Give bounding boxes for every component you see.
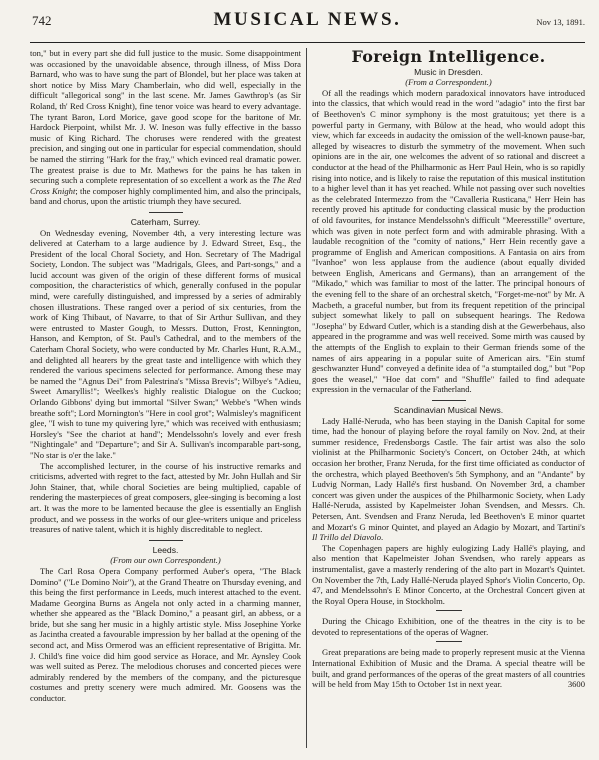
right-paragraph-2-end: . [381,532,384,543]
item-number: 3600 [567,679,585,690]
section-divider [436,641,462,642]
right-paragraph-1: Of all the readings which modern paradoxical innovators have introduced into the classics, that which would read in the word "adagio" into the first bar of Beethoven's C minor symphony is the most gratuitous; yet there is a powerful party in Germany, with Bülow at the head, who would adopt this view, which far exceeds in audacity the omission of the well-known pause-bar, alleged by wiseacres to disturb the symmetry of the movement. When such opinions are in the air, one welcomes the advent of so rational and discreet a conductor at the head of the Philharmonic as Herr Paul Hein, who is so rapidly rising into notice, and is likely to raise the reputation of this musical institution to a higher level than it has yet reached. While not passing over such novelties as the celebrated Intermezzo from the "Cavalleria Rusticana," Herr Hein has recently proved his aptitude for conducting classical music by the production of old favourites, for instance Mendelssohn's difficult "Meeresstille" overture, which was given in note perfect form and with admirable phrasing. With a laudable recognition of the "comity of nations," Herr Hein recently gave a programme of English and American compositions. A Fantasia on airs from "Ivanhoe" won less applause from the audience (about equally divided between English, Americans and Germans), than an arrangement of the "Mikado," which was familiar to most of the latter. The principal honours of the evening fell to the share of an orchestral sketch, "Forget-me-not" by Mr. A Macbeth, a graceful number, but from its frequent repetition of the principal subject somewhat likely to pall on subsequent hearings. The Redowa "Josepha" by Edward Cutler, which is a standing dish at the Gewerbehaus, also appeared in the programme and was well received. Some mirth was caused by the attempts of the English to explain to their German friends some of the names of airs appearing in a popular suite of American airs. "Ein stumf geschwanzter Hund" conveyed a definite idea of "a stumptailed dog," but "Pop goes the weasel," "Hoe dat corn" and "Shuffle" failed to find adequate expression in the vernacular of the Fatherland. [312,87,585,395]
right-paragraph-2 [312,416,585,543]
left-paragraph-2: On Wednesday evening, November 4th, a very interesting lecture was delivered at Caterham to a large audience by J. Edward Street, Esq., the President of the local Choral Society, and Hon. Secretary of The Madrigal Society, London. The subject was "Madrigals, Glees, and Part-songs," and a lucid account was given of the origin of these different forms of musical composition, the characteristics of which, generally confused in the popular mind, were carefully distinguished, and impressed by a series of admirably chosen illustrations. These ranged over a period of six centuries, from the work of King Thibaut, of Navarre, to that of Sir Arthur Sullivan, and they were entrusted to Master Gough, to Messrs. Dutton, Frost, Kennington, Hanson, and Kempton, of St. Paul's Cathedral, and to the members of the Caterham Choral Society, who were conducted by Mr. Charles Hunt, R.A.M., and delighted all hearers by the great taste and intelligence with which they rendered the various specimens selected for performance. Among these may be named the "Agnus Dei" from Palestrina's "Missa Brevis"; Wilbye's "Adieu, Sweet Amaryllis!"; Weelkes's highly realistic Dialogue on the Cuckoo; Orlando Gibbons' dying but immortal "Silver Swan;" Webbe's "When winds breathe soft"; Lord Mornington's "Here in cool grot"; Walmisley's magnificent glee, "I wish to tune my quivering lyre," which was received with enthusiasm; Horsley's "See the chariot at hand"; Mendelssohn's lovely and ever fresh "Nightingale" and "Departure"; and Sir A. Sullivan's incomparable part-song, "No star is o'er the lake." [30,227,301,460]
issue-date: Nov 13, 1891. [536,17,585,27]
right-paragraph-4: During the Chicago Exhibition, one of the theatres in the city is to be devoted to representations of the operas of Wagner. [312,616,585,637]
heading-caterham: Caterham, Surrey. [130,216,201,227]
journal-title: MUSICAL NEWS. [213,9,402,30]
section-divider [149,212,183,213]
right-paragraph-3: The Copenhagen papers are highly eulogizing Lady Hallé's playing, and also mention that Kapelmeister Johan Svendsen, who rarely appears as instrumentalist, gave a masterly rendering of the alto part in Mozart's Quintet. On November the 7th, Lady Hallé-Neruda played Sphor's Violin Concerto, Op. 47, and Mendelssohn's E Minor Concerto, at the Orchestral Concert given at the Royal Opera House, in Stockholm. [312,542,585,606]
right-paragraph-2-text: Lady Hallé-Neruda, who has been staying in the Danish Capital for some time, had the honour of playing before the royal family on Nov. 2nd, at their summer residence, Fredensborgs Castle. The fair artist was also the solo violinist at the Philharmonic Society's Concert, on October 24th, at which occasion her brother, Franz Neruda, for the first time officiated as conductor of the orchestra, which played Beethoven's 5th Symphony, and an "Andante" by Ludvig Norman, Lady Hallé's first husband. On November 3rd, a chamber concert was given under the auspices of the Philharmonic Society, when Lady Hallé-Neruda, assisted by Kapelmeister Johan Svendsen, and Messrs. Ch. Petersen, Ant. Svendsen and Franz Neruda, led Beethoven's E minor quartet and Mozart's G minor Quintet, and played an Adagio by Mozart, and Tartini's [312,415,585,532]
heading-scandinavian: Scandinavian Musical News. [393,405,504,415]
page-header [30,9,585,39]
left-paragraph-4: The Carl Rosa Opera Company performed Auber's opera, "The Black Domino" ("Le Domino Noir"), at the Grand Theatre on Thursday evening, and this being the first performance in Leeds, much interest attached to the event. Madame Georgina Burns as Angela not only acted in a charming manner, whether she appeared as the "Black Domino," a peasant girl, an abbess, or a bride, but she sang her music in a highly artistic style. Miss Josephine Yorke as Jacintha created a favourable impression by her ballad at the opening of the second act, and Miss Ormerod was an efficient representative of Brigitta. Mr. J. Child's fine voice did him good service as Horace, and Mr. Aynsley Cook was well suited as Perez. The melodious choruses and concerted pieces were admirably rendered by the members of the company, and the picturesque costumes and pretty scenery were much admired. Mr. Goosens was the conductor. [30,565,301,704]
heading-dresden: Music in Dresden. [414,66,483,77]
work-title: Il Trillo del Diavolo [312,532,381,543]
column-divider [306,48,307,748]
section-divider [149,540,183,541]
right-column [312,48,585,690]
left-paragraph-1-text: ton," but in every part she did full justice to the music. Some disappointment was occasioned by the unavoidable absence, through illness, of Miss Dora Barnard, who was to have sung the part of Blondel, but her place was taken at short notice by Miss Mary Chamberlain, who did well, especially in the difficult "allegorical song" in the last scene. Mr. James Gawthrop's (as Sir Roland, th' Red Cross Knight), fine tenor voice was heard to every advantage. The tyrant Baron, Lord Morice, gave good scope for the baritone of Mr. Hardock Pierpoint, whilst Mr. J. W. Ineson was fully effective in the basso music of King Richard. The choruses were rendered with the greatest precision, and singing out one in particular for especial commendation, should be named the stirring "Hark for the fray," which evinced real dramatic power. The greatest praise is due to Mr. Mathews for the pains he has taken in securing such a complete representation of so excellent a work as the [30,48,301,186]
dresden-correspondent: (From a Correspondent.) [405,77,492,88]
right-paragraph-5-text: Great preparations are being made to properly represent music at the Vienna International Exhibition of Music and the Drama. A special theatre will be built, and grand performances of the operas of the great masters of all countries will be held from May 15th to October 1st in next year. [312,647,585,690]
left-paragraph-1 [30,48,301,207]
leeds-correspondent: (From our own Correspondent.) [110,555,221,566]
section-divider [432,400,466,401]
left-paragraph-3: The accomplished lecturer, in the course of his instructive remarks and criticisms, adverted with regret to the fact, attested by Mr. John Hullah and Sir John Stainer, that, while choral Societies are being multiplied, capable of rendering the masterpieces of great composers, glee-singing is becoming a lost art. It was the more to be lamented because the glee is essentially an English product, and we possess in the works of our glee-writers unique and priceless treasures of native talent, which it is highly discreditable to neglect. [30,460,301,535]
opera-title: The Red Cross Knight [30,175,301,196]
header-rule [30,42,585,43]
left-paragraph-1-end: ; the composer highly complimented him, and also the principals, band and chorus, upon the artistic triumph they have secured. [30,185,301,207]
left-column [30,48,301,704]
right-paragraph-5 [312,647,585,689]
section-title: Foreign Intelligence. [351,47,546,66]
heading-leeds: Leeds. [152,544,179,555]
section-divider [436,610,462,611]
page-number: 742 [32,13,52,28]
